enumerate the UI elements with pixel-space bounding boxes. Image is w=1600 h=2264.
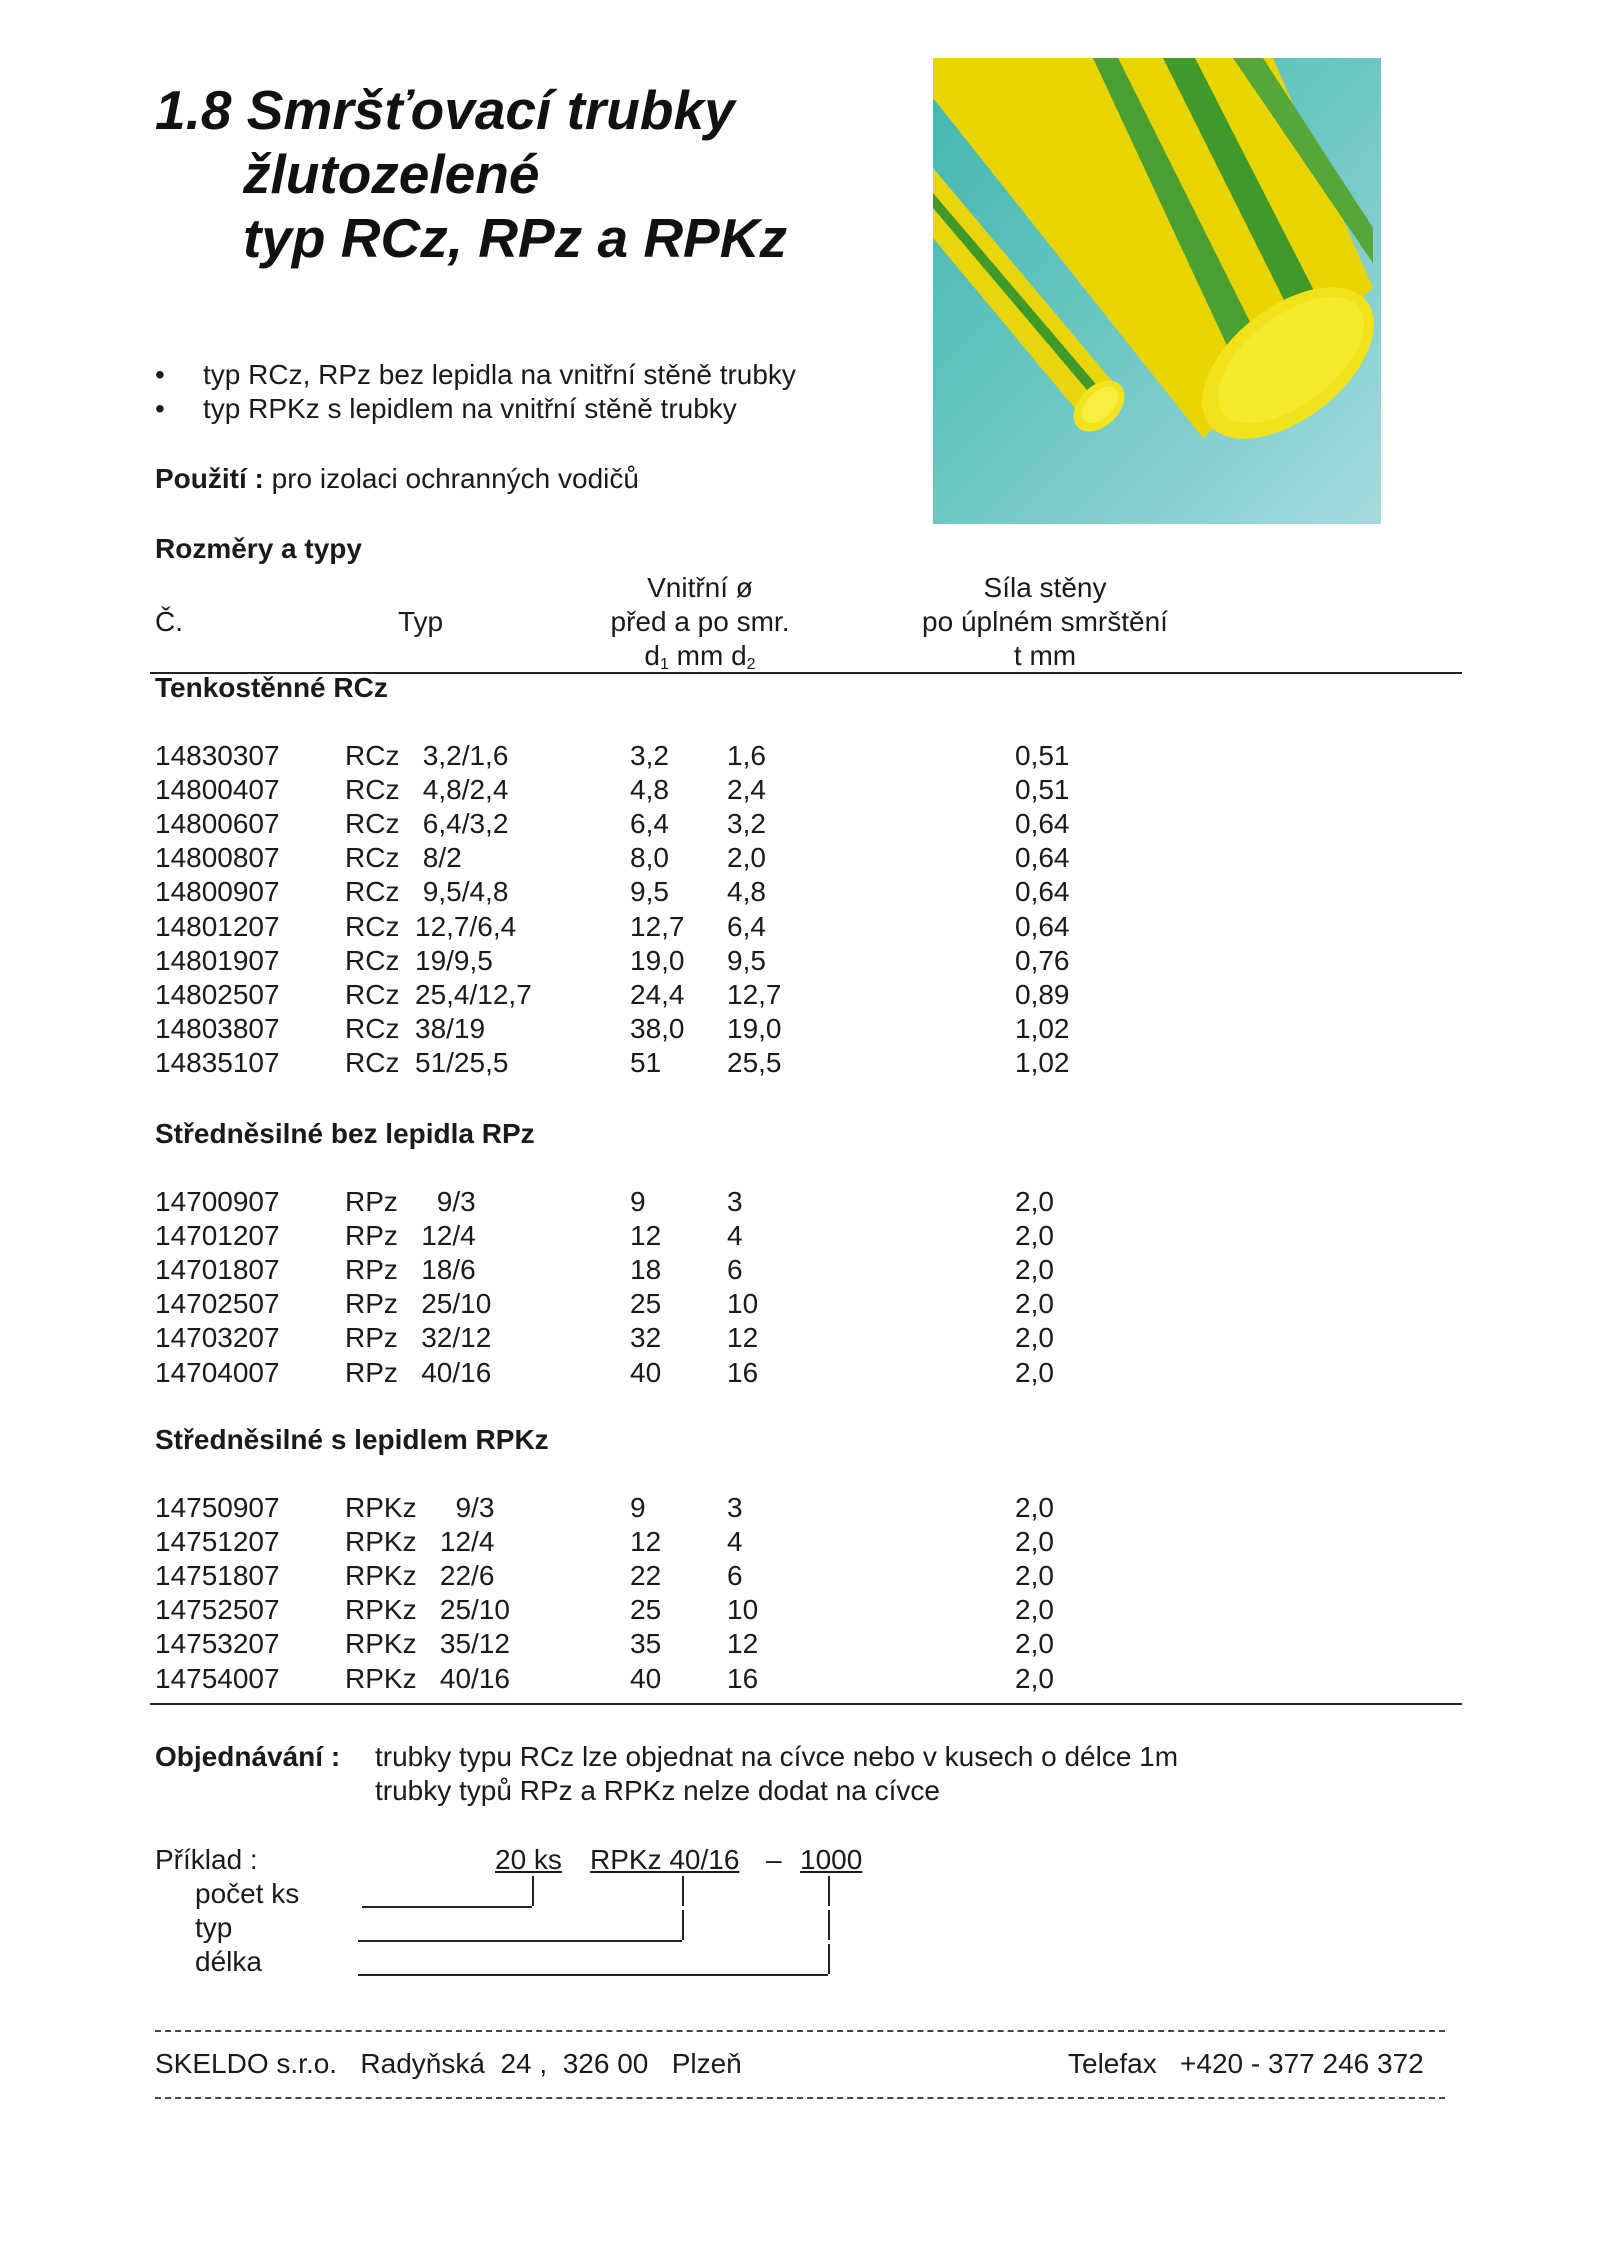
cell-type: RPz 12/4 xyxy=(345,1220,476,1252)
cell-wall: 2,0 xyxy=(1015,1526,1054,1558)
cell-d1: 24,4 xyxy=(630,978,685,1010)
cell-d1: 9 xyxy=(630,1186,646,1217)
cell-order-no: 14751207 xyxy=(155,1526,280,1558)
table-row xyxy=(155,774,1355,808)
cell-order-no: 14751807 xyxy=(155,1560,280,1592)
col-header-wall-1: Síla stěny xyxy=(983,572,1107,603)
table-row xyxy=(155,945,1355,979)
cell-wall: 2,0 xyxy=(1015,1288,1054,1320)
cell-d2: 2,0 xyxy=(727,842,766,874)
cell-order-no: 14701207 xyxy=(155,1220,280,1252)
cell-d2: 19,0 xyxy=(727,1012,782,1044)
cell-d2: 6 xyxy=(727,1560,743,1592)
cell-type: RPz 32/12 xyxy=(345,1322,492,1354)
cell-d2: 10 xyxy=(727,1594,759,1626)
cell-d2: 12 xyxy=(727,1628,759,1660)
example-dash: – xyxy=(766,1844,782,1875)
leader-line-type xyxy=(358,1940,682,1942)
example-length: 1000 xyxy=(800,1844,863,1875)
cell-wall: 2,0 xyxy=(1015,1628,1054,1660)
cell-wall: 0,64 xyxy=(1015,842,1070,874)
cell-type: RPKz 12/4 xyxy=(345,1526,495,1558)
table-row xyxy=(155,740,1355,774)
title-line-1: 1.8 Smršťovací trubky xyxy=(155,79,735,141)
table-row xyxy=(155,1013,1355,1047)
leader-line-length xyxy=(358,1974,828,1976)
cell-type: RCz 19/9,5 xyxy=(345,944,493,976)
cell-order-no: 14800607 xyxy=(155,808,280,840)
leader-tick xyxy=(828,1876,830,1906)
leader-tick xyxy=(828,1910,830,1940)
cell-wall: 0,51 xyxy=(1015,740,1070,771)
cell-type: RPz 9/3 xyxy=(345,1186,476,1217)
cell-d1: 3,2 xyxy=(630,740,669,771)
table-row xyxy=(155,1047,1355,1081)
cell-d1: 19,0 xyxy=(630,944,685,976)
feature-item: • typ RPKz s lepidlem na vnitřní stěně trubky xyxy=(155,392,796,426)
cell-order-no: 14750907 xyxy=(155,1492,280,1523)
cell-d2: 3,2 xyxy=(727,808,766,840)
cell-wall: 0,51 xyxy=(1015,774,1070,806)
cell-d1: 6,4 xyxy=(630,808,669,840)
ordering-line-1: trubky typu RCz lze objednat na cívce nebo v kusech o délce 1m xyxy=(375,1741,1179,1772)
cell-d1: 9 xyxy=(630,1492,646,1523)
title-line-3: typ RCz, RPz a RPKz xyxy=(243,207,787,269)
footer-top-dashes xyxy=(155,2030,1445,2032)
cell-type: RCz 6,4/3,2 xyxy=(345,808,509,840)
group-heading: Středněsilné s lepidlem RPKz xyxy=(155,1424,549,1455)
cell-wall: 0,89 xyxy=(1015,978,1070,1010)
cell-d2: 3 xyxy=(727,1186,743,1217)
cell-d1: 40 xyxy=(630,1662,662,1694)
cell-wall: 0,64 xyxy=(1015,876,1070,908)
table-row xyxy=(155,1492,1355,1526)
cell-order-no: 14800807 xyxy=(155,842,280,874)
cell-order-no: 14704007 xyxy=(155,1356,280,1388)
cell-type: RPKz 40/16 xyxy=(345,1662,510,1694)
cell-d2: 16 xyxy=(727,1662,759,1694)
leader-line-count xyxy=(362,1906,532,1908)
cell-type: RCz 3,2/1,6 xyxy=(345,740,509,771)
cell-order-no: 14753207 xyxy=(155,1628,280,1660)
cell-order-no: 14800407 xyxy=(155,774,280,806)
example-legend-count: počet ks xyxy=(195,1878,300,1909)
cell-d2: 10 xyxy=(727,1288,759,1320)
cell-d2: 1,6 xyxy=(727,740,766,771)
cell-d1: 12,7 xyxy=(630,910,685,942)
table-row xyxy=(155,1628,1355,1662)
leader-tick xyxy=(682,1876,684,1906)
col-header-wall xyxy=(905,571,1185,673)
cell-d2: 3 xyxy=(727,1492,743,1523)
group-heading: Středněsilné bez lepidla RPz xyxy=(155,1118,535,1149)
cell-order-no: 14800907 xyxy=(155,876,280,908)
cell-wall: 2,0 xyxy=(1015,1220,1054,1252)
table-row xyxy=(155,1186,1355,1220)
leader-tick xyxy=(682,1910,684,1940)
cell-d2: 4 xyxy=(727,1526,743,1558)
cell-order-no: 14835107 xyxy=(155,1046,280,1078)
col-header-wall-3: t mm xyxy=(1013,640,1077,671)
cell-wall: 0,64 xyxy=(1015,808,1070,840)
cell-wall: 2,0 xyxy=(1015,1186,1054,1217)
cell-type: RCz 4,8/2,4 xyxy=(345,774,509,806)
cell-d1: 38,0 xyxy=(630,1012,685,1044)
footer-phone: Telefax +420 - 377 246 372 xyxy=(1068,2048,1424,2079)
cell-order-no: 14803807 xyxy=(155,1012,280,1044)
cell-d2: 25,5 xyxy=(727,1046,782,1078)
cell-order-no: 14752507 xyxy=(155,1594,280,1626)
cell-d1: 32 xyxy=(630,1322,662,1354)
example-legend-length: délka xyxy=(195,1946,262,1977)
table-row xyxy=(155,911,1355,945)
cell-wall: 2,0 xyxy=(1015,1254,1054,1286)
usage-label: Použití : xyxy=(155,463,264,494)
usage-line xyxy=(155,463,639,495)
ordering-label: Objednávání : xyxy=(155,1741,341,1772)
table-row xyxy=(155,1220,1355,1254)
table-row xyxy=(155,979,1355,1013)
cell-d2: 4 xyxy=(727,1220,743,1252)
cell-d2: 12 xyxy=(727,1322,759,1354)
col-header-inner-1: Vnitřní ø xyxy=(647,572,753,603)
cell-d1: 35 xyxy=(630,1628,662,1660)
cell-d2: 9,5 xyxy=(727,944,766,976)
cell-type: RCz 51/25,5 xyxy=(345,1046,509,1078)
col-header-inner-3: $d_1$ mm $d_2$ xyxy=(644,640,756,673)
cell-d1: 40 xyxy=(630,1356,662,1388)
footer-bottom-dashes xyxy=(155,2097,1445,2099)
cell-wall: 2,0 xyxy=(1015,1492,1054,1523)
table-row xyxy=(155,1357,1355,1391)
cell-d2: 6,4 xyxy=(727,910,766,942)
cell-type: RPKz 22/6 xyxy=(345,1560,495,1592)
dimensions-heading: Rozměry a typy xyxy=(155,533,362,564)
cell-wall: 2,0 xyxy=(1015,1594,1054,1626)
cell-order-no: 14703207 xyxy=(155,1322,280,1354)
page-title xyxy=(155,78,787,270)
cell-type: RPKz 25/10 xyxy=(345,1594,510,1626)
cell-type: RCz 12,7/6,4 xyxy=(345,910,517,942)
cell-d1: 25 xyxy=(630,1594,662,1626)
cell-type: RCz 38/19 xyxy=(345,1012,486,1044)
table-row xyxy=(155,1288,1355,1322)
cell-d1: 51 xyxy=(630,1046,662,1078)
cell-wall: 0,64 xyxy=(1015,910,1070,942)
cell-type: RCz 9,5/4,8 xyxy=(345,876,509,908)
cell-d1: 22 xyxy=(630,1560,662,1592)
usage-text: pro izolaci ochranných vodičů xyxy=(271,463,639,494)
cell-d2: 16 xyxy=(727,1356,759,1388)
table-row xyxy=(155,1560,1355,1594)
cell-wall: 2,0 xyxy=(1015,1560,1054,1592)
table-row xyxy=(155,1526,1355,1560)
cell-type: RCz 25,4/12,7 xyxy=(345,978,532,1010)
cell-order-no: 14802507 xyxy=(155,978,280,1010)
product-photo xyxy=(933,58,1381,524)
cell-d1: 12 xyxy=(630,1526,662,1558)
cell-wall: 2,0 xyxy=(1015,1356,1054,1388)
cell-order-no: 14754007 xyxy=(155,1662,280,1694)
cell-order-no: 14702507 xyxy=(155,1288,280,1320)
feature-list xyxy=(155,358,796,426)
title-line-2: žlutozelené xyxy=(243,143,540,205)
example-label: Příklad : xyxy=(155,1844,258,1875)
cell-wall: 1,02 xyxy=(1015,1046,1070,1078)
cell-wall: 0,76 xyxy=(1015,944,1070,976)
col-header-inner-2: před a po smr. xyxy=(610,606,790,637)
table-row xyxy=(155,1322,1355,1356)
cell-d1: 9,5 xyxy=(630,876,669,908)
cell-d1: 18 xyxy=(630,1254,662,1286)
cell-d1: 4,8 xyxy=(630,774,669,806)
cell-order-no: 14700907 xyxy=(155,1186,280,1217)
table-row xyxy=(155,1254,1355,1288)
ordering-section xyxy=(155,1740,1179,1806)
cell-d2: 2,4 xyxy=(727,774,766,806)
cell-d1: 8,0 xyxy=(630,842,669,874)
cell-d1: 25 xyxy=(630,1288,662,1320)
cell-order-no: 14830307 xyxy=(155,740,280,771)
col-header-no: Č. xyxy=(155,606,183,637)
cell-order-no: 14801907 xyxy=(155,944,280,976)
cell-type: RCz 8/2 xyxy=(345,842,462,874)
col-header-wall-2: po úplném smrštění xyxy=(922,606,1168,637)
leader-tick xyxy=(532,1876,534,1906)
cell-d1: 12 xyxy=(630,1220,662,1252)
table-row xyxy=(155,876,1355,910)
feature-item: • typ RCz, RPz bez lepidla na vnitřní stěně trubky xyxy=(155,358,796,392)
table-row xyxy=(155,842,1355,876)
leader-tick xyxy=(828,1944,830,1974)
group-heading: Tenkostěnné RCz xyxy=(155,672,388,703)
cell-wall: 1,02 xyxy=(1015,1012,1070,1044)
table-row xyxy=(155,1663,1355,1697)
col-header-inner xyxy=(590,571,810,682)
cell-d2: 4,8 xyxy=(727,876,766,908)
ordering-line-2: trubky typů RPz a RPKz nelze dodat na cívce xyxy=(375,1775,940,1806)
cell-d2: 12,7 xyxy=(727,978,782,1010)
cell-type: RPKz 35/12 xyxy=(345,1628,510,1660)
cell-wall: 2,0 xyxy=(1015,1662,1054,1694)
cell-wall: 2,0 xyxy=(1015,1322,1054,1354)
cell-order-no: 14701807 xyxy=(155,1254,280,1286)
table-row xyxy=(155,808,1355,842)
cell-type: RPz 40/16 xyxy=(345,1356,492,1388)
col-header-type: Typ xyxy=(398,606,444,637)
cell-d2: 6 xyxy=(727,1254,743,1286)
example-legend-type: typ xyxy=(195,1912,233,1943)
footer-company: SKELDO s.r.o. Radyňská 24 , 326 00 Plzeň xyxy=(155,2048,742,2079)
cell-type: RPKz 9/3 xyxy=(345,1492,495,1523)
table-row xyxy=(155,1594,1355,1628)
example-type: RPKz 40/16 xyxy=(590,1844,740,1875)
cell-order-no: 14801207 xyxy=(155,910,280,942)
table-bottom-rule xyxy=(150,1703,1462,1705)
cell-type: RPz 18/6 xyxy=(345,1254,476,1286)
example-qty: 20 ks xyxy=(495,1844,562,1875)
cell-type: RPz 25/10 xyxy=(345,1288,492,1320)
